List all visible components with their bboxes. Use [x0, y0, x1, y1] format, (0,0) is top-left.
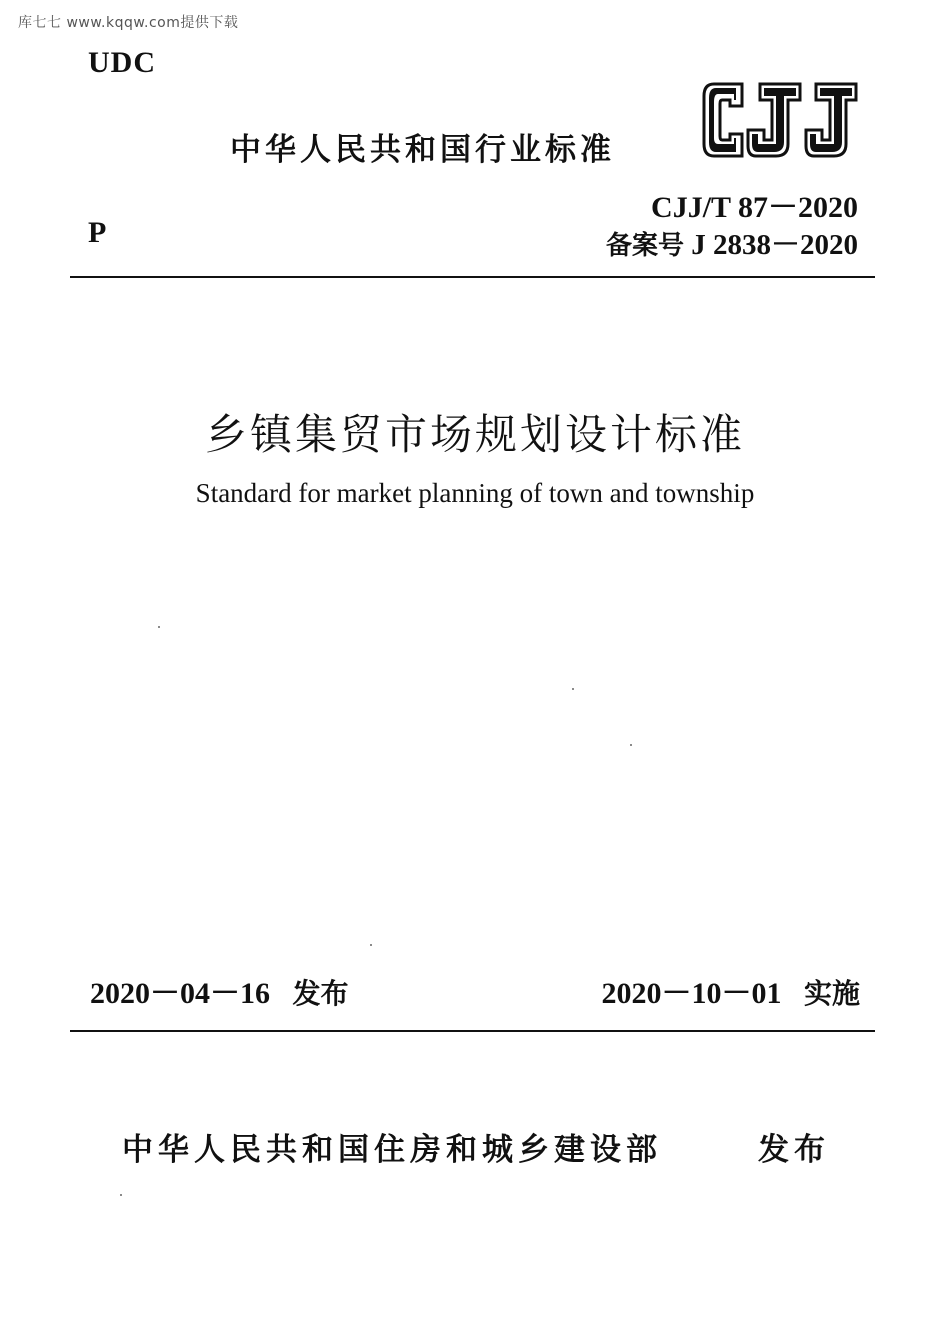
publisher-action: 发布: [758, 1132, 830, 1168]
cjj-logo: [700, 78, 862, 162]
scan-speck: [120, 1194, 122, 1196]
issue-date: 2020－04－16: [90, 977, 270, 1010]
effective-date: 2020－10－01: [601, 977, 782, 1010]
publisher-name: 中华人民共和国住房和城乡建设部: [122, 1132, 662, 1168]
issue-label: 发布: [292, 977, 349, 1010]
standard-code: CJJ/T 87－2020: [651, 191, 858, 224]
udc-label: UDC: [88, 46, 156, 79]
industry-standard-heading: 中华人民共和国行业标准: [230, 132, 615, 168]
scan-speck: [370, 944, 372, 946]
scan-speck: [158, 626, 160, 628]
filing-label: 备案号: [605, 231, 684, 261]
filing-number: J 2838－2020: [691, 229, 858, 261]
top-divider: [70, 276, 875, 278]
classification-letter: P: [88, 216, 107, 249]
title-english: Standard for market planning of town and township: [195, 478, 755, 508]
effective-label: 实施: [803, 977, 860, 1010]
filing-number-line: [606, 222, 858, 263]
effective-date-line: [601, 968, 860, 1012]
watermark-text: 库七七 www.kqqw.com提供下载: [18, 15, 239, 31]
title-chinese: 乡镇集贸市场规划设计标准: [204, 410, 745, 459]
scan-speck: [630, 744, 632, 746]
scan-speck: [572, 688, 574, 690]
issue-date-line: [90, 968, 349, 1012]
logo-text: CJJ: [700, 78, 702, 79]
bottom-divider: [70, 1030, 875, 1032]
